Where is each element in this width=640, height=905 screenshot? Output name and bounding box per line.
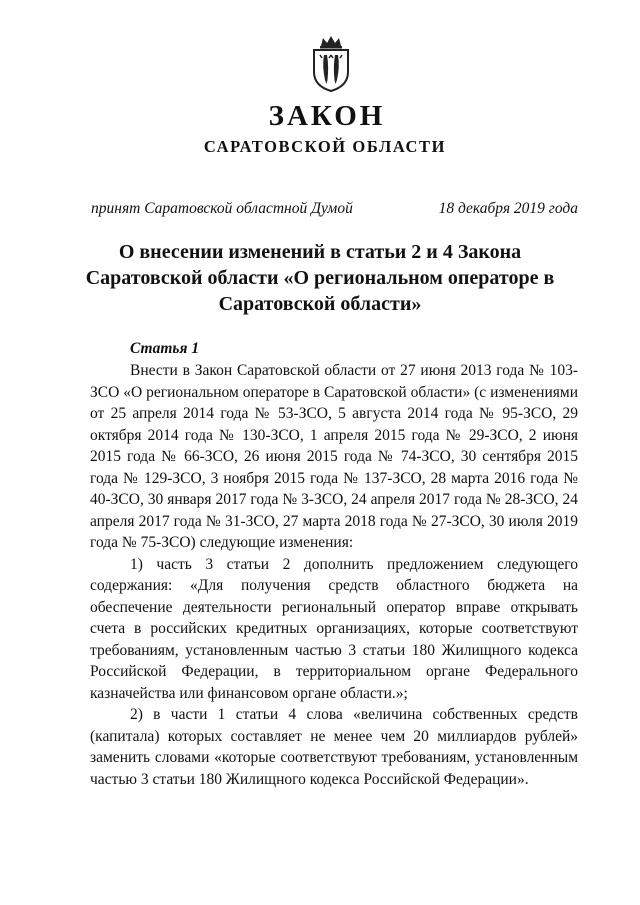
document-subtitle: САРАТОВСКОЙ ОБЛАСТИ	[203, 137, 447, 156]
article-item-1: 1) часть 3 статьи 2 дополнить предложением следующего содержания: «Для получения средств областного бюджета на обеспечение деятельности региональный оператор вправе открывать счета в российских кредитных организациях, которые соответствуют требованиям, установленным частью 3 статьи 180 Жилищного кодекса Российской Федерации, в территориальном органе Федерального казначейства или финансовом органе области.»;	[90, 555, 578, 702]
article-intro-paragraph: Внести в Закон Саратовской области от 27 июня 2013 года № 103-ЗСО «О региональном операторе в Саратовской области» (с изменениями от 25 апреля 2014 года № 53-ЗСО, 5 августа 2014 года № 95-ЗСО, 29 октября 2014 года № 130-ЗСО, 1 апреля 2015 года № 29-ЗСО, 2 июня 2015 года № 66-ЗСО, 26 июня 2015 года № 74-ЗСО, 30 сентября 2015 года № 129-ЗСО, 3 ноября 2015 года № 137-ЗСО, 28 марта 2016 года № 40-ЗСО, 30 января 2017 года № 3-ЗСО, 24 апреля 2017 года № 28-ЗСО, 24 апреля 2017 года № 31-ЗСО, 27 марта 2018 года № 27-ЗСО, 30 июля 2019 года № 75-ЗСО) следующие изменения:	[90, 362, 578, 551]
saratov-coat-of-arms-icon	[309, 36, 353, 92]
article-heading: Статья 1	[130, 340, 200, 357]
document-title: ЗАКОН	[268, 100, 386, 132]
law-title: О внесении изменений в статьи 2 и 4 Закона Саратовской области «О региональном операторе в Саратовской области»	[85, 241, 555, 315]
adopted-by-text: принят Саратовской областной Думой	[91, 200, 353, 217]
article-item-2: 2) в части 1 статьи 4 слова «величина собственных средств (капитала) которых составляет не менее чем 20 миллиардов рублей» заменить словами «которые соответствуют требованиям, установленным частью 3 статьи 180 Жилищного кодекса Российской Федерации».	[90, 706, 578, 788]
adoption-date: 18 декабря 2019 года	[438, 200, 578, 217]
article-body	[90, 360, 578, 790]
